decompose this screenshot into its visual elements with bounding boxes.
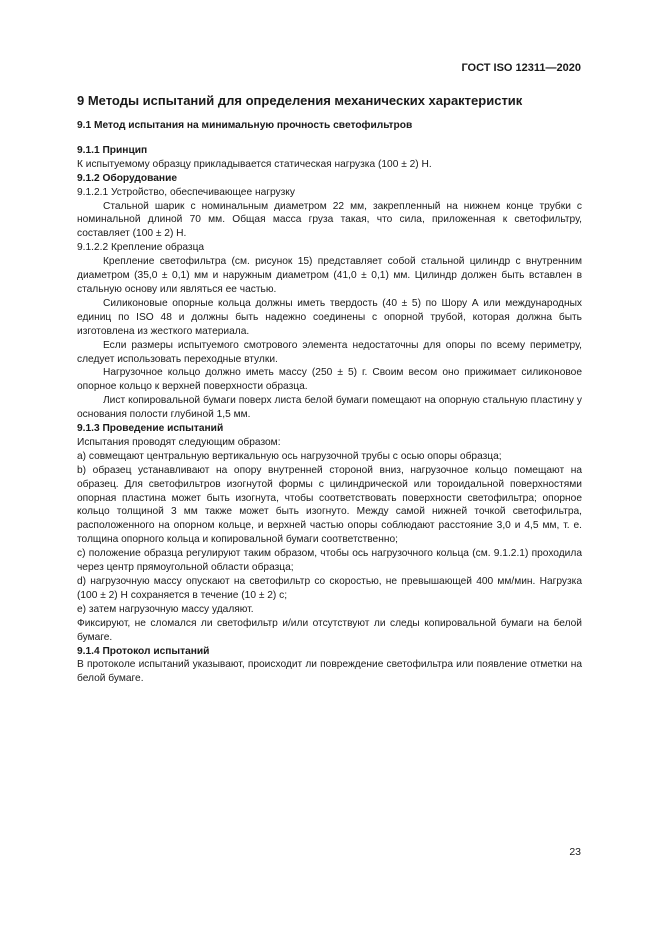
- page-content: [77, 92, 582, 686]
- clause-913-intro: Испытания проводят следующим образом:: [77, 436, 281, 448]
- clause-914-heading: 9.1.4 Протокол испытаний: [77, 645, 210, 657]
- clause-911-heading: 9.1.1 Принцип: [77, 144, 148, 156]
- clause-9122-heading: 9.1.2.2 Крепление образца: [77, 242, 205, 254]
- clause-914-text: В протоколе испытаний указывают, происходит ли повреждение светофильтра или появление отметки на белой бумаге.: [77, 659, 582, 685]
- clause-9122-paragraph: Если размеры испытуемого смотрового элемента недостаточны для опоры по всему периметру, следует использовать переходные втулки.: [77, 339, 582, 365]
- clause-9122-paragraph: Крепление светофильтра (см. рисунок 15) представляет собой стальной цилиндр с внутренним диаметром (35,0 ± 0,1) мм и наружным диаметром (41,0 ± 0,1) мм. Цилиндр должен быть вставлен в стальную основу или являться ее частью.: [77, 256, 582, 295]
- clause-912-heading: 9.1.2 Оборудование: [77, 172, 177, 184]
- clause-9122-paragraph: Лист копировальной бумаги поверх листа белой бумаги помещают на опорную стальную пластину у основания полости глубиной 1,5 мм.: [77, 395, 582, 421]
- clause-913-item: е) затем нагрузочную массу удаляют.: [77, 603, 254, 615]
- clause-913-item: с) положение образца регулируют таким образом, чтобы ось нагрузочного кольца (см. 9.1.2.1) проходила через центр прямоугольной области образца;: [77, 548, 582, 574]
- standard-id: ГОСТ ISO 12311—2020: [461, 62, 581, 74]
- clause-913-final: Фиксируют, не сломался ли светофильтр и/или отсутствуют ли следы копировальной бумаги на белой бумаге.: [77, 617, 582, 643]
- page-number: 23: [569, 846, 581, 858]
- subsection-heading: 9.1 Метод испытания на минимальную прочность светофильтров: [77, 120, 413, 131]
- clause-9121-heading: 9.1.2.1 Устройство, обеспечивающее нагрузку: [77, 186, 295, 198]
- clause-9121-text: Стальной шарик с номинальным диаметром 22 мм, закрепленный на нижнем конце трубки с номинальной длиной 70 мм. Общая масса груза такая, что сила, приложенная к светофильтру, составляет (100 ± 2) Н.: [77, 200, 582, 240]
- clause-913-item: а) совмещают центральную вертикальную ось нагрузочной трубы с осью опоры образца;: [77, 450, 502, 462]
- clause-9122-paragraph: Силиконовые опорные кольца должны иметь твердость (40 ± 5) по Шору А или международных единиц по ISO 48 и должны быть надежно соединены с опорной трубой, которая должна быть изготовлена из жесткого материала.: [77, 297, 582, 337]
- clause-913-item: d) нагрузочную массу опускают на светофильтр со скоростью, не превышающей 400 мм/мин. Нагрузка (100 ± 2) Н сохраняется в течение (10 ± 2) с;: [77, 576, 582, 601]
- clause-911-text: К испытуемому образцу прикладывается статическая нагрузка (100 ± 2) Н.: [77, 158, 432, 170]
- clause-913-heading: 9.1.3 Проведение испытаний: [77, 423, 224, 435]
- clause-9122-paragraph: Нагрузочное кольцо должно иметь массу (250 ± 5) г. Своим весом оно прижимает силиконовое опорное кольцо к верхней поверхности образца.: [77, 367, 582, 393]
- section-heading: 9 Методы испытаний для определения механических характеристик: [77, 93, 523, 108]
- clause-913-item: b) образец устанавливают на опору внутренней стороной вниз, нагрузочное кольцо помещают на образец. Для светофильтров изогнутой формы с цилиндрической или тороидальной поверхностями опорная пластина может быть изогнута, чтобы соответствовать поверхности светофильтра; опорное кольцо толщиной 3 мм также может быть изогнуто. Между самой нижней точкой светофильтра, расположенного на опорном кольце, и верхней частью опоры соблюдают расстояние 3,0 и 4,5 мм, т. е. толщина опорного кольца и копировальной бумаги соответственно;: [77, 464, 582, 546]
